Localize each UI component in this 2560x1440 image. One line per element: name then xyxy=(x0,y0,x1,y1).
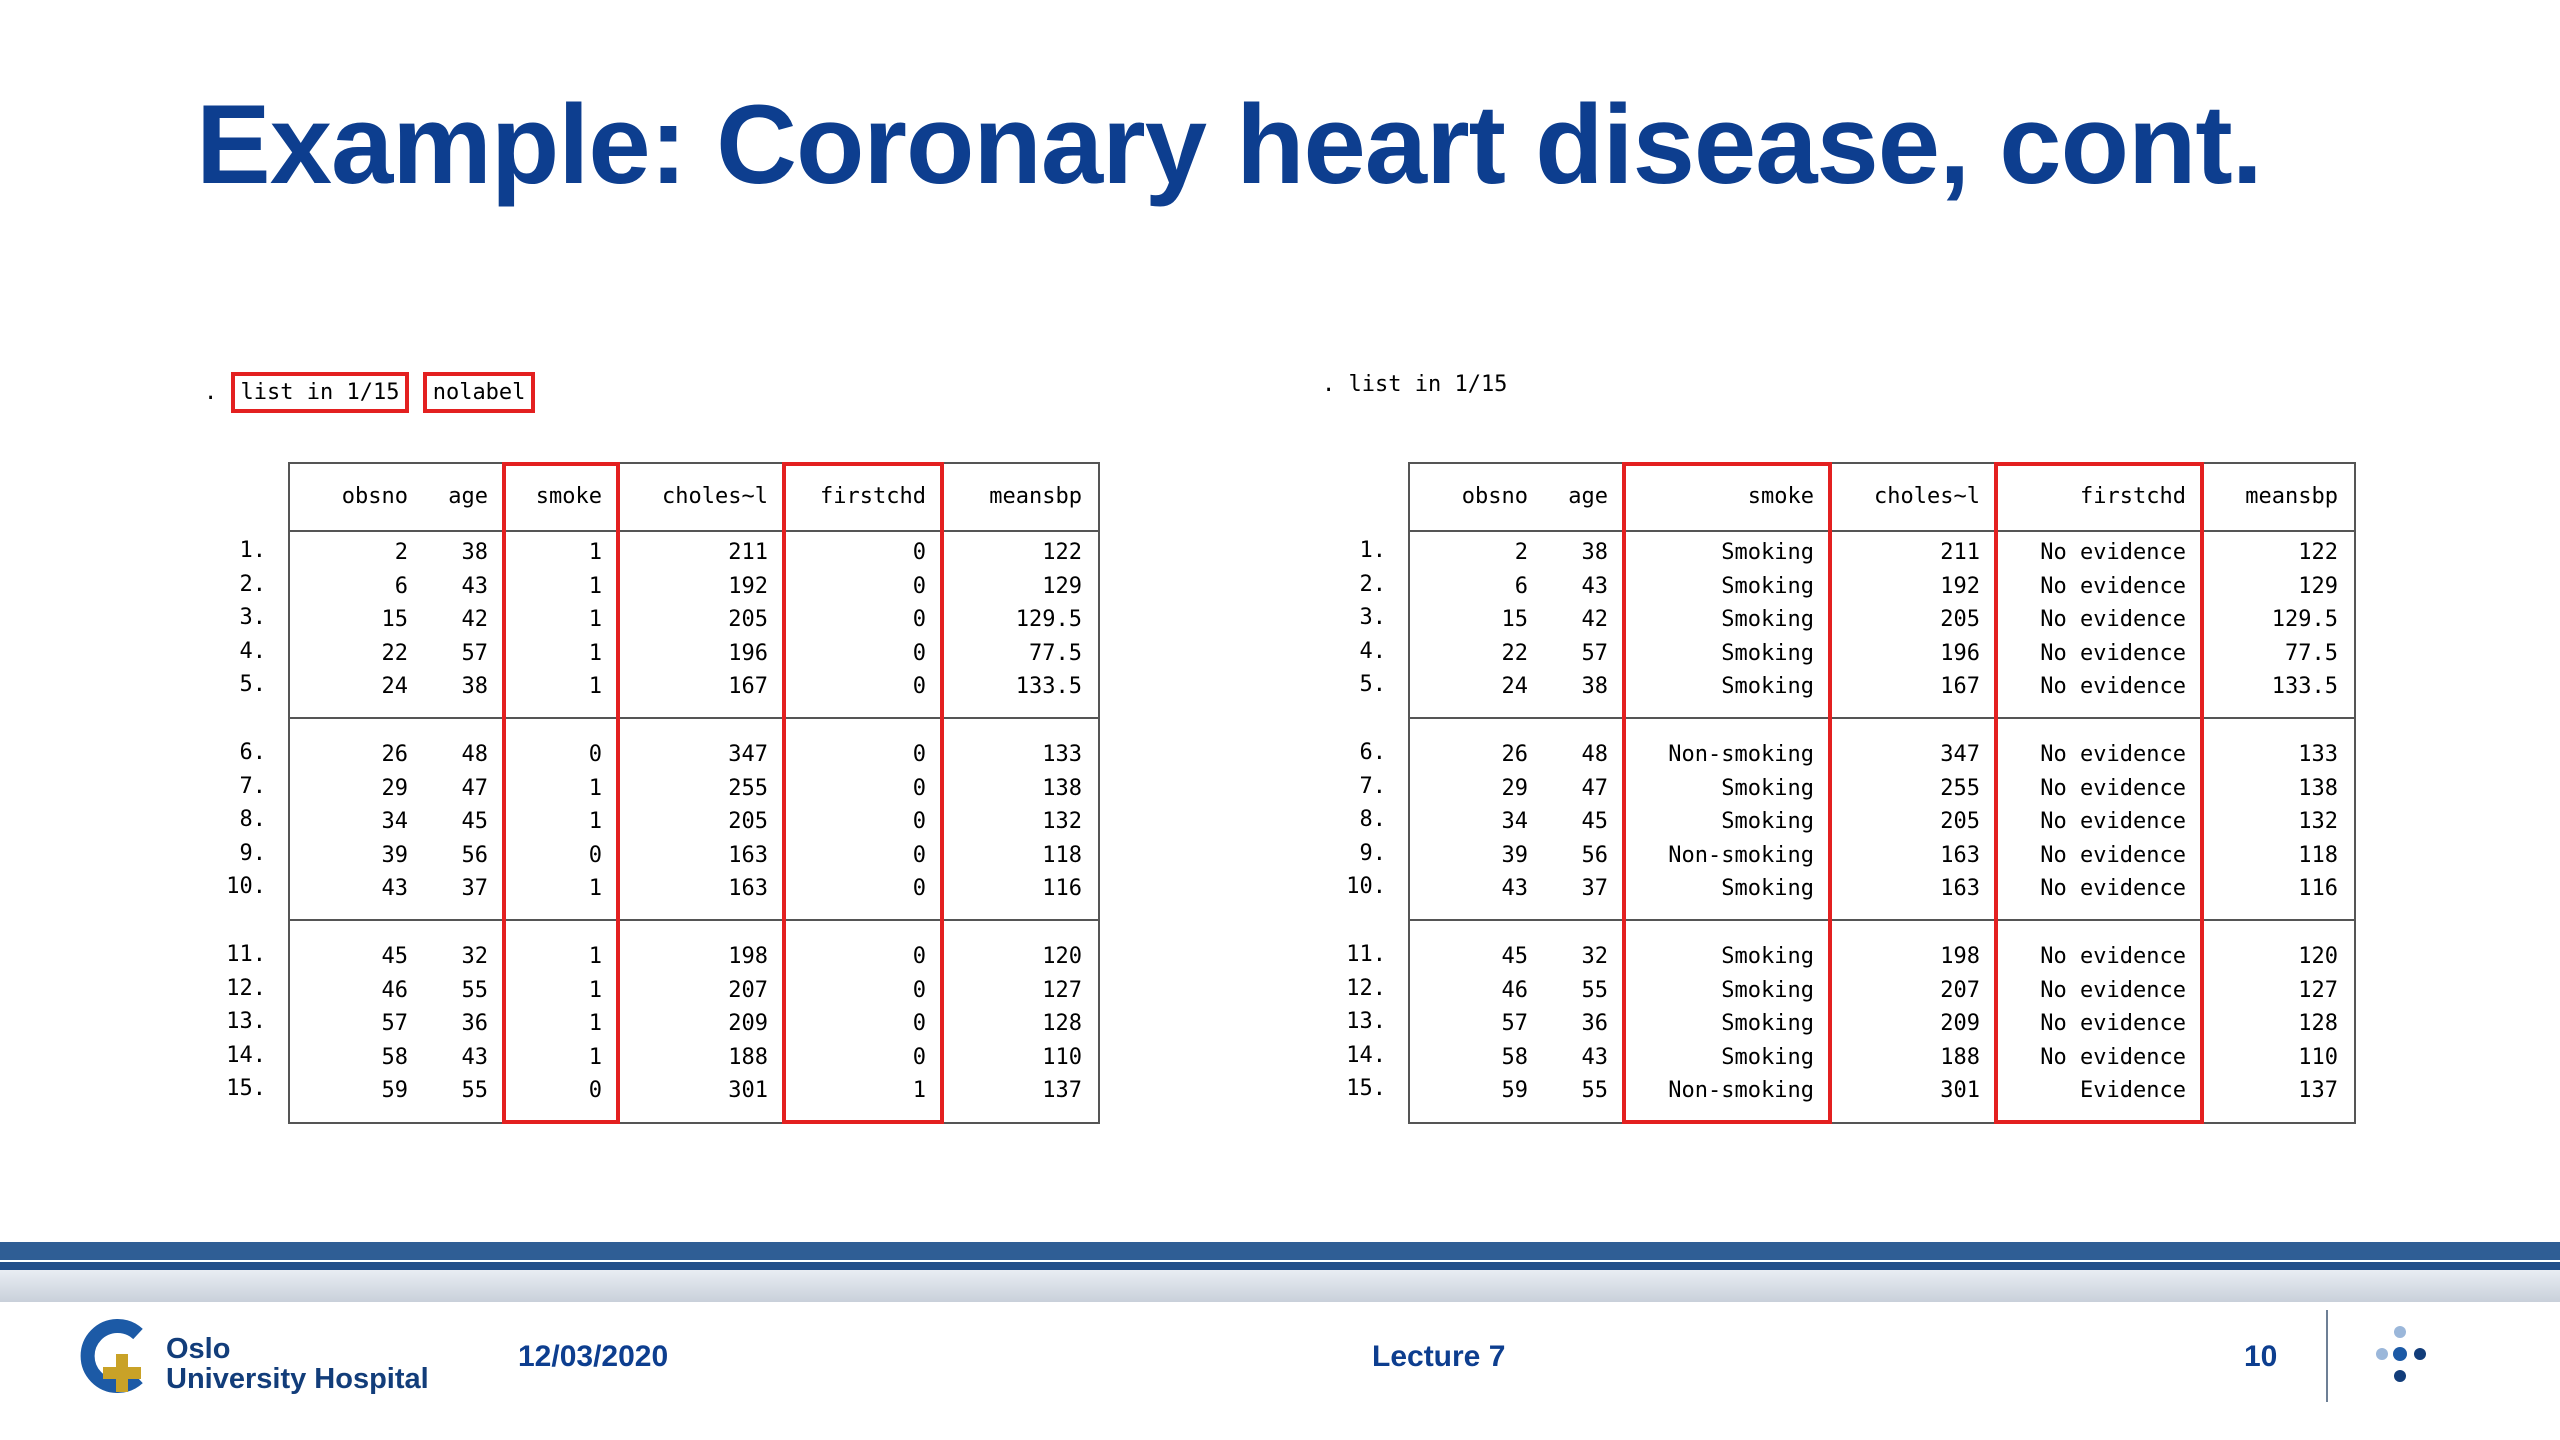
table-cell: 209 xyxy=(728,1011,768,1037)
table-cell: 24 xyxy=(381,674,408,700)
dot xyxy=(2414,1348,2426,1360)
table-cell: 205 xyxy=(728,607,768,633)
table-cell: 43 xyxy=(461,573,488,599)
table-cell: 188 xyxy=(1940,1044,1980,1070)
table-cell: 205 xyxy=(1940,607,1980,633)
table-cell: 133.5 xyxy=(2271,674,2338,700)
table-cell: 2 xyxy=(394,540,408,565)
row-number: 7. xyxy=(1359,773,1386,799)
row-number: 7. xyxy=(239,773,266,799)
table-cell: 38 xyxy=(461,540,488,565)
table-cell: 110 xyxy=(2298,1044,2338,1070)
table-cell: 127 xyxy=(1042,977,1082,1003)
table-cell: No evidence xyxy=(2040,674,2186,700)
option-highlight-box: nolabel xyxy=(423,372,536,413)
table-cell: 32 xyxy=(1581,944,1608,969)
row-number: 13. xyxy=(226,1009,266,1035)
table-cell: 38 xyxy=(461,674,488,700)
dot xyxy=(2394,1326,2406,1338)
row-number: 11. xyxy=(226,942,266,967)
table-cell: 43 xyxy=(1581,573,1608,599)
group-separator xyxy=(1410,919,2354,921)
table-cell: 43 xyxy=(1501,876,1528,902)
table-cell: 59 xyxy=(381,1078,408,1104)
table-cell: 48 xyxy=(1581,742,1608,767)
table-cell: 38 xyxy=(1581,540,1608,565)
table-cell: 45 xyxy=(461,809,488,835)
table-cell: 29 xyxy=(381,775,408,801)
page-number: 10 xyxy=(2244,1340,2278,1373)
column-highlight-box xyxy=(782,462,944,1124)
table-cell: No evidence xyxy=(2040,607,2186,633)
table-cell: 26 xyxy=(381,742,408,767)
table-cell: 57 xyxy=(461,640,488,666)
column-header: firstchd xyxy=(2080,484,2186,509)
table-cell: Smoking xyxy=(1721,540,1814,565)
footer-lecture: Lecture 7 xyxy=(1372,1340,1506,1373)
column-header: choles~l xyxy=(662,484,768,509)
table-cell: 55 xyxy=(1581,1078,1608,1104)
command-highlight-box: list in 1/15 xyxy=(231,372,410,413)
table-cell: Smoking xyxy=(1721,944,1814,969)
table-cell: 129.5 xyxy=(2271,607,2338,633)
table-cell: 37 xyxy=(461,876,488,902)
row-number: 2. xyxy=(239,571,266,597)
table-cell: 55 xyxy=(1581,977,1608,1003)
listing-grid xyxy=(1408,462,2356,1124)
table-cell: 0 xyxy=(912,977,926,1003)
table-cell: 38 xyxy=(1581,674,1608,700)
table-cell: 1 xyxy=(588,607,602,633)
table-cell: 211 xyxy=(1940,540,1980,565)
table-cell: 163 xyxy=(1940,876,1980,902)
table-cell: Smoking xyxy=(1721,573,1814,599)
table-cell: 22 xyxy=(381,640,408,666)
table-cell: 46 xyxy=(1501,977,1528,1003)
table-cell: 133 xyxy=(1042,742,1082,767)
table-cell: 205 xyxy=(1940,809,1980,835)
table-cell: 1 xyxy=(588,977,602,1003)
row-number: 10. xyxy=(226,874,266,900)
table-cell: 137 xyxy=(1042,1078,1082,1104)
header-separator xyxy=(1410,530,2354,532)
row-number: 15. xyxy=(226,1076,266,1102)
table-cell: 301 xyxy=(1940,1078,1980,1104)
table-cell: 48 xyxy=(461,742,488,767)
table-cell: 15 xyxy=(381,607,408,633)
listing-grid xyxy=(288,462,1100,1124)
table-cell: 120 xyxy=(1042,944,1082,969)
table-cell: 0 xyxy=(912,1044,926,1070)
table-cell: 0 xyxy=(912,640,926,666)
table-cell: 1 xyxy=(588,540,602,565)
table-cell: 1 xyxy=(588,573,602,599)
row-number: 9. xyxy=(1359,840,1386,866)
table-cell: 34 xyxy=(1501,809,1528,835)
table-cell: 32 xyxy=(461,944,488,969)
table-cell: 0 xyxy=(912,674,926,700)
table-cell: 207 xyxy=(728,977,768,1003)
table-cell: 118 xyxy=(1042,842,1082,868)
row-number: 12. xyxy=(1346,975,1386,1001)
row-number: 9. xyxy=(239,840,266,866)
table-cell: Evidence xyxy=(2080,1078,2186,1104)
table-cell: 163 xyxy=(728,876,768,902)
column-header: smoke xyxy=(1747,484,1814,509)
column-header: smoke xyxy=(535,484,602,509)
table-cell: 167 xyxy=(1940,674,1980,700)
table-cell: 133.5 xyxy=(1015,674,1082,700)
row-number: 4. xyxy=(1359,638,1386,664)
table-cell: No evidence xyxy=(2040,640,2186,666)
table-cell: 1 xyxy=(588,1011,602,1037)
table-cell: 255 xyxy=(1940,775,1980,801)
table-cell: 6 xyxy=(1514,573,1528,599)
table-cell: 42 xyxy=(461,607,488,633)
table-cell: 347 xyxy=(1940,742,1980,767)
table-cell: 163 xyxy=(728,842,768,868)
row-number: 6. xyxy=(1359,740,1386,765)
table-cell: Smoking xyxy=(1721,876,1814,902)
row-number: 15. xyxy=(1346,1076,1386,1102)
table-cell: 198 xyxy=(728,944,768,969)
row-number: 1. xyxy=(239,538,266,563)
column-header: age xyxy=(448,484,488,509)
table-cell: Smoking xyxy=(1721,775,1814,801)
table-cell: 43 xyxy=(1581,1044,1608,1070)
table-cell: 15 xyxy=(1501,607,1528,633)
row-number: 14. xyxy=(1346,1042,1386,1068)
table-cell: 58 xyxy=(381,1044,408,1070)
footer-band xyxy=(0,1242,2560,1302)
row-number: 5. xyxy=(239,672,266,698)
table-cell: 43 xyxy=(381,876,408,902)
table-cell: 55 xyxy=(461,1078,488,1104)
table-cell: 129 xyxy=(1042,573,1082,599)
row-number: 8. xyxy=(239,807,266,833)
table-cell: 116 xyxy=(2298,876,2338,902)
table-cell: 34 xyxy=(381,809,408,835)
row-number: 13. xyxy=(1346,1009,1386,1035)
column-highlight-box xyxy=(502,462,620,1124)
logo-text xyxy=(166,1334,429,1394)
dot xyxy=(2376,1348,2388,1360)
table-cell: No evidence xyxy=(2040,842,2186,868)
table-cell: 132 xyxy=(2298,809,2338,835)
table-cell: 43 xyxy=(461,1044,488,1070)
table-cell: 211 xyxy=(728,540,768,565)
table-cell: Non-smoking xyxy=(1668,842,1814,868)
table-cell: Smoking xyxy=(1721,1011,1814,1037)
table-cell: 129 xyxy=(2298,573,2338,599)
table-cell: 58 xyxy=(1501,1044,1528,1070)
table-cell: 42 xyxy=(1581,607,1608,633)
table-cell: 347 xyxy=(728,742,768,767)
table-cell: 77.5 xyxy=(1029,640,1082,666)
table-cell: 39 xyxy=(1501,842,1528,868)
row-number: 1. xyxy=(1359,538,1386,563)
slide-title: Example: Coronary heart disease, cont. xyxy=(196,82,2262,207)
table-cell: Smoking xyxy=(1721,809,1814,835)
table-cell: 0 xyxy=(912,944,926,969)
table-cell: 0 xyxy=(912,573,926,599)
column-header: meansbp xyxy=(989,484,1082,509)
table-cell: Non-smoking xyxy=(1668,1078,1814,1104)
stata-command-right: . list in 1/15 xyxy=(1322,372,1508,397)
table-cell: 196 xyxy=(728,640,768,666)
table-cell: Smoking xyxy=(1721,674,1814,700)
table-cell: 36 xyxy=(461,1011,488,1037)
table-cell: 45 xyxy=(1501,944,1528,969)
table-cell: 167 xyxy=(728,674,768,700)
table-cell: 1 xyxy=(588,674,602,700)
column-highlight-box xyxy=(1994,462,2204,1124)
table-cell: Smoking xyxy=(1721,1044,1814,1070)
table-cell: 110 xyxy=(1042,1044,1082,1070)
group-separator xyxy=(290,919,1098,921)
table-cell: 209 xyxy=(1940,1011,1980,1037)
table-cell: 57 xyxy=(1581,640,1608,666)
column-header: meansbp xyxy=(2245,484,2338,509)
table-cell: 0 xyxy=(912,742,926,767)
group-separator xyxy=(1410,717,2354,719)
table-cell: 133 xyxy=(2298,742,2338,767)
table-cell: 29 xyxy=(1501,775,1528,801)
table-cell: No evidence xyxy=(2040,775,2186,801)
table-cell: 0 xyxy=(588,1078,602,1104)
footer-divider xyxy=(2326,1310,2328,1402)
column-header: obsno xyxy=(1461,484,1528,509)
column-header: choles~l xyxy=(1874,484,1980,509)
table-cell: 1 xyxy=(588,944,602,969)
table-cell: 57 xyxy=(381,1011,408,1037)
table-cell: 198 xyxy=(1940,944,1980,969)
table-cell: 0 xyxy=(912,540,926,565)
table-cell: No evidence xyxy=(2040,742,2186,767)
table-cell: 45 xyxy=(381,944,408,969)
table-cell: No evidence xyxy=(2040,573,2186,599)
table-cell: 57 xyxy=(1501,1011,1528,1037)
footer-date: 12/03/2020 xyxy=(518,1340,669,1373)
group-separator xyxy=(290,717,1098,719)
table-cell: 59 xyxy=(1501,1078,1528,1104)
table-cell: 0 xyxy=(912,809,926,835)
table-cell: Non-smoking xyxy=(1668,742,1814,767)
table-cell: 122 xyxy=(2298,540,2338,565)
table-cell: 46 xyxy=(381,977,408,1003)
table-cell: 192 xyxy=(1940,573,1980,599)
header-separator xyxy=(290,530,1098,532)
table-cell: 192 xyxy=(728,573,768,599)
table-cell: 138 xyxy=(1042,775,1082,801)
table-cell: Smoking xyxy=(1721,640,1814,666)
table-cell: 0 xyxy=(912,775,926,801)
column-header: obsno xyxy=(341,484,408,509)
row-number: 11. xyxy=(1346,942,1386,967)
table-cell: 45 xyxy=(1581,809,1608,835)
table-cell: 116 xyxy=(1042,876,1082,902)
dot xyxy=(2394,1370,2406,1382)
table-cell: 1 xyxy=(588,809,602,835)
org-line-2: University Hospital xyxy=(166,1363,429,1395)
table-cell: 47 xyxy=(461,775,488,801)
table-cell: 1 xyxy=(588,1044,602,1070)
table-cell: 207 xyxy=(1940,977,1980,1003)
dot xyxy=(2393,1347,2407,1361)
row-number: 3. xyxy=(1359,605,1386,631)
table-cell: 6 xyxy=(394,573,408,599)
table-cell: 0 xyxy=(912,876,926,902)
table-cell: 196 xyxy=(1940,640,1980,666)
table-cell: 0 xyxy=(912,1011,926,1037)
table-cell: 128 xyxy=(2298,1011,2338,1037)
row-number: 10. xyxy=(1346,874,1386,900)
table-cell: 77.5 xyxy=(2285,640,2338,666)
table-cell: No evidence xyxy=(2040,977,2186,1003)
column-highlight-box xyxy=(1622,462,1832,1124)
row-number: 4. xyxy=(239,638,266,664)
table-cell: 137 xyxy=(2298,1078,2338,1104)
stata-command-left xyxy=(204,372,535,413)
table-cell: 22 xyxy=(1501,640,1528,666)
column-header: age xyxy=(1568,484,1608,509)
row-number: 5. xyxy=(1359,672,1386,698)
table-cell: 24 xyxy=(1501,674,1528,700)
row-number: 3. xyxy=(239,605,266,631)
table-cell: No evidence xyxy=(2040,944,2186,969)
dots-icon xyxy=(2360,1322,2430,1388)
table-cell: 127 xyxy=(2298,977,2338,1003)
row-number: 12. xyxy=(226,975,266,1001)
table-cell: 37 xyxy=(1581,876,1608,902)
table-cell: Smoking xyxy=(1721,607,1814,633)
table-cell: 0 xyxy=(588,742,602,767)
table-cell: 2 xyxy=(1514,540,1528,565)
table-cell: No evidence xyxy=(2040,1044,2186,1070)
row-number: 2. xyxy=(1359,571,1386,597)
table-cell: 26 xyxy=(1501,742,1528,767)
logo-cross-horizontal xyxy=(103,1367,141,1379)
table-cell: No evidence xyxy=(2040,809,2186,835)
table-cell: 47 xyxy=(1581,775,1608,801)
table-cell: 1 xyxy=(912,1078,926,1104)
table-cell: 138 xyxy=(2298,775,2338,801)
table-cell: 56 xyxy=(1581,842,1608,868)
org-line-1: Oslo xyxy=(166,1333,231,1365)
table-cell: 163 xyxy=(1940,842,1980,868)
table-cell: 132 xyxy=(1042,809,1082,835)
table-cell: 39 xyxy=(381,842,408,868)
table-cell: 0 xyxy=(912,842,926,868)
table-cell: 0 xyxy=(912,607,926,633)
table-cell: 255 xyxy=(728,775,768,801)
column-header: firstchd xyxy=(820,484,926,509)
table-cell: 55 xyxy=(461,977,488,1003)
table-cell: 118 xyxy=(2298,842,2338,868)
table-cell: 129.5 xyxy=(1015,607,1082,633)
table-cell: 128 xyxy=(1042,1011,1082,1037)
table-cell: 205 xyxy=(728,809,768,835)
table-cell: 188 xyxy=(728,1044,768,1070)
table-cell: 122 xyxy=(1042,540,1082,565)
table-cell: Smoking xyxy=(1721,977,1814,1003)
table-cell: 120 xyxy=(2298,944,2338,969)
table-cell: 1 xyxy=(588,876,602,902)
table-cell: 1 xyxy=(588,775,602,801)
row-number: 8. xyxy=(1359,807,1386,833)
row-number: 6. xyxy=(239,740,266,765)
row-number: 14. xyxy=(226,1042,266,1068)
table-cell: 36 xyxy=(1581,1011,1608,1037)
table-cell: 0 xyxy=(588,842,602,868)
table-cell: 1 xyxy=(588,640,602,666)
table-cell: No evidence xyxy=(2040,540,2186,565)
table-cell: No evidence xyxy=(2040,1011,2186,1037)
table-cell: 301 xyxy=(728,1078,768,1104)
command-prefix: . xyxy=(204,380,231,405)
oslo-university-hospital-logo xyxy=(76,1316,156,1396)
table-cell: 56 xyxy=(461,842,488,868)
table-cell: No evidence xyxy=(2040,876,2186,902)
